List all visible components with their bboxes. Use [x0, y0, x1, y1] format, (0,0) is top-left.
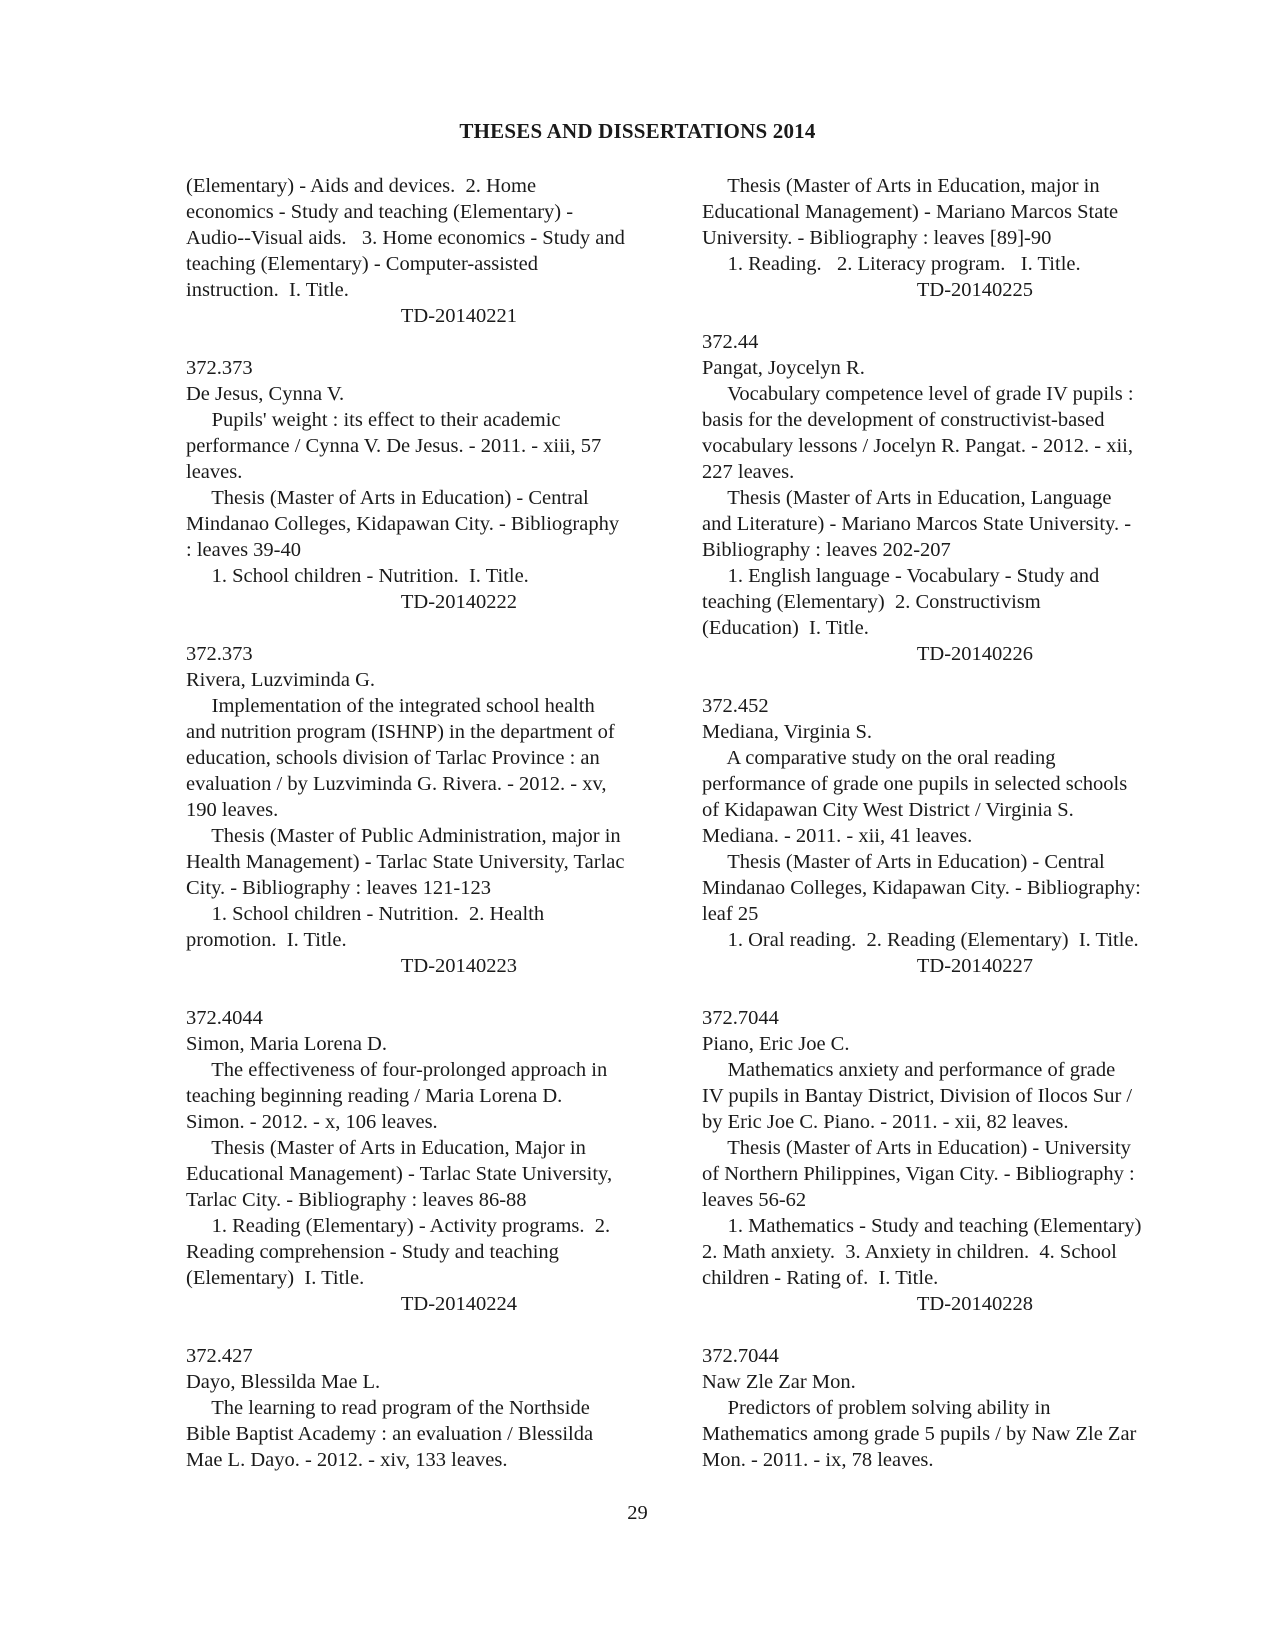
entry-line: 227 leaves.: [702, 461, 795, 483]
catalog-entry: [186, 355, 682, 615]
entry-line: 372.7044: [702, 1345, 779, 1367]
entry-line: City. - Bibliography : leaves 121-123: [186, 877, 491, 899]
entry-line: Simon. - 2012. - x, 106 leaves.: [186, 1111, 438, 1133]
entry-line: : leaves 39-40: [186, 539, 301, 561]
catalog-entry: [702, 1343, 1198, 1473]
entry-line: performance of grade one pupils in selected schools: [702, 773, 1128, 795]
entry-line: (Elementary) I. Title.: [186, 1267, 365, 1289]
entry-line: Simon, Maria Lorena D.: [186, 1033, 387, 1055]
left-column: [186, 173, 682, 1473]
entry-line: teaching (Elementary) - Computer-assisted: [186, 253, 538, 275]
entry-line: The effectiveness of four-prolonged approach in: [186, 1059, 608, 1081]
entry-line: performance / Cynna V. De Jesus. - 2011. - xiii, 57: [186, 435, 602, 457]
entry-line: Health Management) - Tarlac State University, Tarlac: [186, 851, 625, 873]
entry-line: 1. Oral reading. 2. Reading (Elementary) I. Title.: [702, 929, 1139, 951]
entry-line: of Kidapawan City West District / Virginia S.: [702, 799, 1074, 821]
entry-line: Thesis (Master of Arts in Education) - University: [702, 1137, 1131, 1159]
entry-line: Pangat, Joycelyn R.: [702, 357, 865, 379]
entry-spacer: [186, 979, 682, 1005]
entry-line: Bibliography : leaves 202-207: [702, 539, 951, 561]
entry-line: 190 leaves.: [186, 799, 279, 821]
entry-line: Thesis (Master of Arts in Education) - Central: [702, 851, 1105, 873]
catalog-entry: [702, 329, 1198, 667]
page-title: THESES AND DISSERTATIONS 2014: [459, 119, 816, 143]
entry-line: Implementation of the integrated school health: [186, 695, 595, 717]
entry-line: by Eric Joe C. Piano. - 2011. - xii, 82 leaves.: [702, 1111, 1069, 1133]
entry-line: Predictors of problem solving ability in: [702, 1397, 1051, 1419]
entry-line: teaching beginning reading / Maria Lorena D.: [186, 1085, 563, 1107]
entry-line: 1. Mathematics - Study and teaching (Elementary): [702, 1215, 1142, 1237]
entry-line: 372.373: [186, 643, 253, 665]
catalog-entry: [186, 1343, 682, 1473]
entry-line: University. - Bibliography : leaves [89]-90: [702, 227, 1052, 249]
entry-line: De Jesus, Cynna V.: [186, 383, 345, 405]
entry-line: leaves.: [186, 461, 243, 483]
entry-line: Mae L. Dayo. - 2012. - xiv, 133 leaves.: [186, 1449, 508, 1471]
entry-line: TD-20140226: [702, 643, 1034, 665]
entry-line: Tarlac City. - Bibliography : leaves 86-88: [186, 1189, 527, 1211]
entry-line: 2. Math anxiety. 3. Anxiety in children. 4. School: [702, 1241, 1117, 1263]
entry-line: Thesis (Master of Public Administration, major in: [186, 825, 621, 847]
entry-line: TD-20140228: [702, 1293, 1034, 1315]
entry-line: economics - Study and teaching (Elementary) -: [186, 201, 574, 223]
entry-line: TD-20140227: [702, 955, 1034, 977]
entry-line: leaf 25: [702, 903, 759, 925]
entry-line: Thesis (Master of Arts in Education, major in: [702, 175, 1100, 197]
entry-line: children - Rating of. I. Title.: [702, 1267, 939, 1289]
entry-line: vocabulary lessons / Jocelyn R. Pangat. - 2012. - xii,: [702, 435, 1134, 457]
entry-line: 1. School children - Nutrition. 2. Health: [186, 903, 545, 925]
entry-spacer: [186, 615, 682, 641]
entry-line: Dayo, Blessilda Mae L.: [186, 1371, 381, 1393]
entry-line: Mediana, Virginia S.: [702, 721, 872, 743]
entry-line: 372.452: [702, 695, 769, 717]
entry-line: and Literature) - Mariano Marcos State University. -: [702, 513, 1132, 535]
entry-line: The learning to read program of the Northside: [186, 1397, 590, 1419]
entry-line: 1. Reading. 2. Literacy program. I. Title.: [702, 253, 1081, 275]
entry-line: Vocabulary competence level of grade IV pupils :: [702, 383, 1134, 405]
entry-line: Thesis (Master of Arts in Education, Major in: [186, 1137, 586, 1159]
catalog-entry: [186, 1005, 682, 1317]
entry-line: Pupils' weight : its effect to their academic: [186, 409, 561, 431]
entry-line: evaluation / by Luzviminda G. Rivera. - 2012. - xv,: [186, 773, 607, 795]
page-number: 29: [627, 1502, 648, 1524]
catalog-entry: [186, 173, 682, 329]
entry-line: instruction. I. Title.: [186, 279, 349, 301]
entry-line: Mediana. - 2011. - xii, 41 leaves.: [702, 825, 973, 847]
entry-line: 1. School children - Nutrition. I. Title.: [186, 565, 529, 587]
entry-line: 372.7044: [702, 1007, 779, 1029]
entry-line: TD-20140222: [186, 591, 518, 613]
catalog-entry: [702, 1005, 1198, 1317]
entry-line: 1. Reading (Elementary) - Activity programs. 2.: [186, 1215, 611, 1237]
entry-spacer: [186, 1317, 682, 1343]
catalog-entry: [186, 641, 682, 979]
entry-line: Mindanao Colleges, Kidapawan City. - Bibliography: [186, 513, 620, 535]
entry-line: Bible Baptist Academy : an evaluation / Blessilda: [186, 1423, 594, 1445]
entry-line: (Elementary) - Aids and devices. 2. Home: [186, 175, 537, 197]
catalog-entry: [702, 173, 1198, 303]
entry-spacer: [702, 979, 1198, 1005]
entry-spacer: [186, 329, 682, 355]
entry-line: Thesis (Master of Arts in Education, Language: [702, 487, 1112, 509]
entry-line: Educational Management) - Tarlac State University,: [186, 1163, 613, 1185]
entry-line: Reading comprehension - Study and teaching: [186, 1241, 559, 1263]
entry-line: teaching (Elementary) 2. Constructivism: [702, 591, 1041, 613]
entry-line: Piano, Eric Joe C.: [702, 1033, 850, 1055]
entry-spacer: [702, 1317, 1198, 1343]
entry-line: 372.4044: [186, 1007, 263, 1029]
entry-line: education, schools division of Tarlac Province : an: [186, 747, 600, 769]
right-column: [702, 173, 1198, 1473]
entry-line: 372.427: [186, 1345, 253, 1367]
entry-line: Thesis (Master of Arts in Education) - Central: [186, 487, 589, 509]
entry-spacer: [702, 303, 1198, 329]
entry-line: TD-20140221: [186, 305, 518, 327]
entry-line: promotion. I. Title.: [186, 929, 347, 951]
entry-line: Mindanao Colleges, Kidapawan City. - Bibliography:: [702, 877, 1141, 899]
entry-line: TD-20140223: [186, 955, 518, 977]
entry-line: 372.44: [702, 331, 759, 353]
entry-line: Educational Management) - Mariano Marcos State: [702, 201, 1119, 223]
entry-line: 1. English language - Vocabulary - Study and: [702, 565, 1100, 587]
entry-line: 372.373: [186, 357, 253, 379]
entry-line: Audio--Visual aids. 3. Home economics - Study and: [186, 227, 625, 249]
entry-line: Rivera, Luzviminda G.: [186, 669, 376, 691]
entry-line: TD-20140224: [186, 1293, 518, 1315]
entry-line: Mathematics among grade 5 pupils / by Naw Zle Zar: [702, 1423, 1137, 1445]
entry-line: Mon. - 2011. - ix, 78 leaves.: [702, 1449, 934, 1471]
entry-line: (Education) I. Title.: [702, 617, 869, 639]
entry-line: of Northern Philippines, Vigan City. - Bibliography :: [702, 1163, 1135, 1185]
entry-line: and nutrition program (ISHNP) in the department of: [186, 721, 615, 743]
entry-line: Mathematics anxiety and performance of grade: [702, 1059, 1116, 1081]
entry-line: TD-20140225: [702, 279, 1034, 301]
entry-line: A comparative study on the oral reading: [702, 747, 1056, 769]
entry-line: Naw Zle Zar Mon.: [702, 1371, 856, 1393]
entry-line: leaves 56-62: [702, 1189, 807, 1211]
entry-line: basis for the development of constructivist-based: [702, 409, 1105, 431]
catalog-entry: [702, 693, 1198, 979]
entry-line: IV pupils in Bantay District, Division of Ilocos Sur /: [702, 1085, 1133, 1107]
entry-spacer: [702, 667, 1198, 693]
